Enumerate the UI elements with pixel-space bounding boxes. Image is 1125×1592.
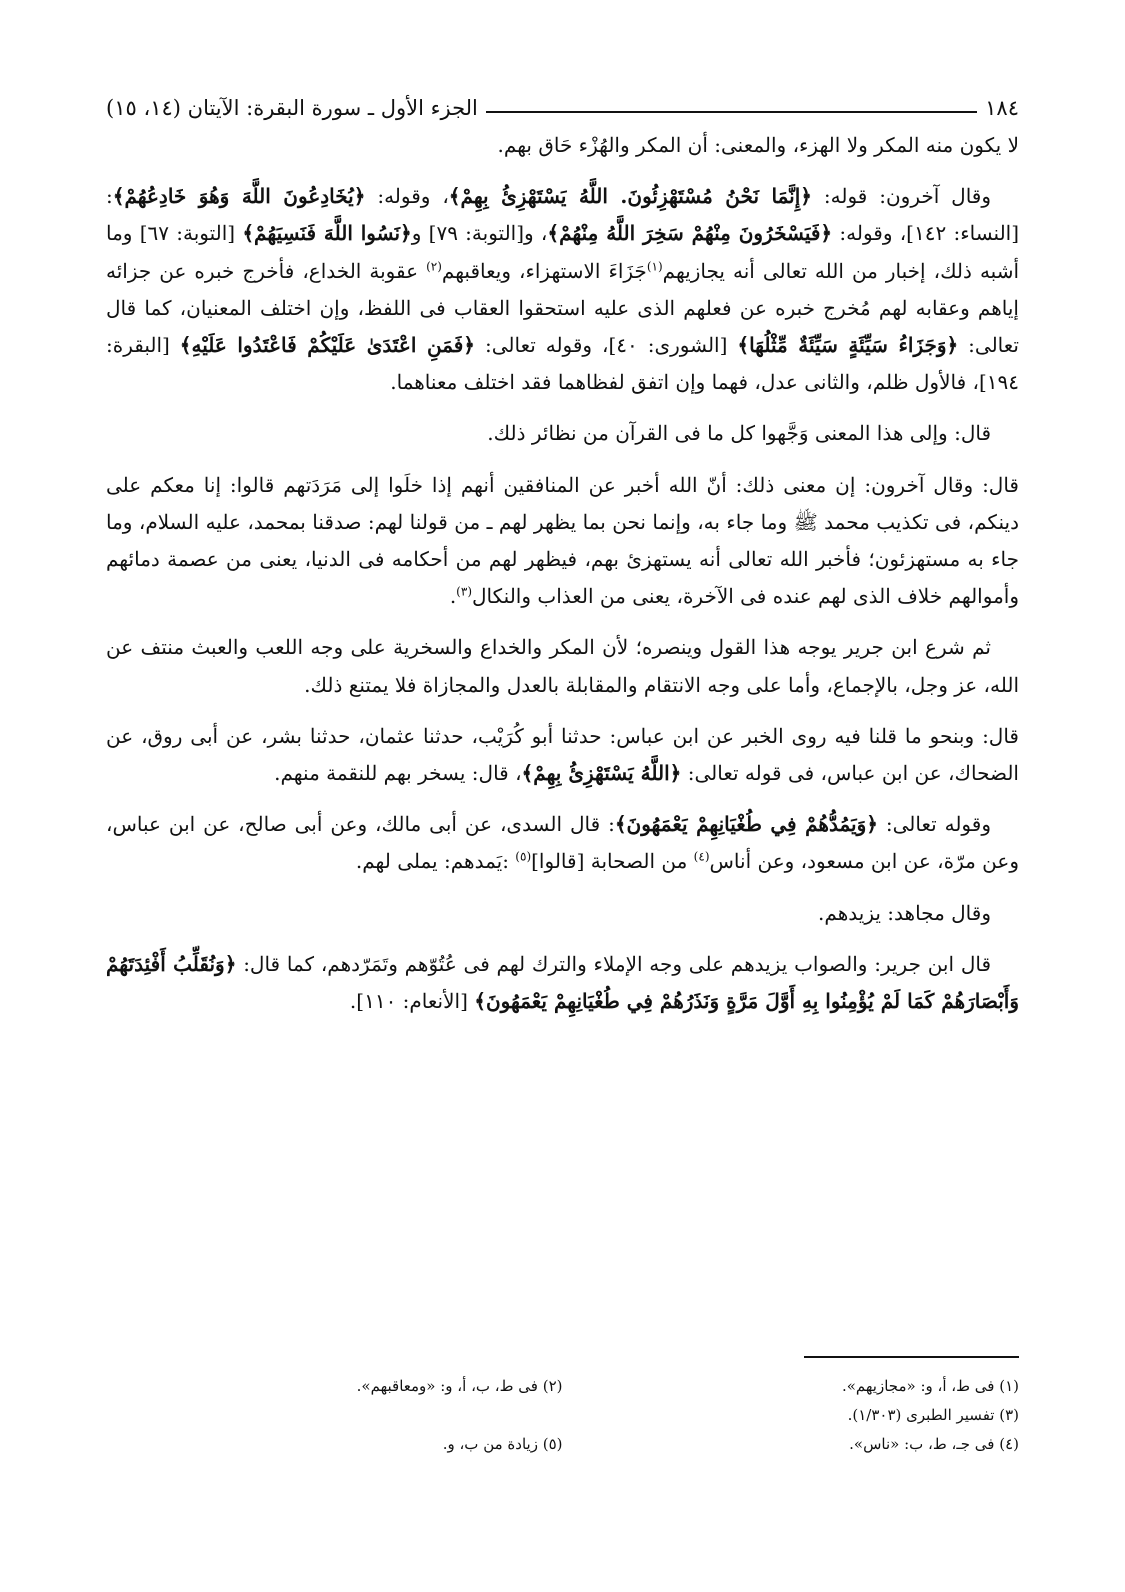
quran-quote: ﴿وَنُقَلِّبُ أَفْئِدَتَهُمْ وَأَبْصَارَهُمْ كَمَا لَمْ يُؤْمِنُوا بِهِ أَوَّلَ مَرَّةٍ وَنَذَرُهُمْ فِي طُغْيَانِهِمْ يَعْمَهُونَ﴾ — [106, 951, 1019, 1014]
text-run: : [النساء: ١٤٢]، وقوله: — [106, 184, 1020, 246]
text-run: لا يكون منه المكر ولا الهزء، والمعنى: أن المكر والهُزْء حَاق بهم. — [497, 133, 1019, 157]
text-run: من الصحابة [قالوا] — [531, 849, 694, 874]
text-run: ، و[التوبة: ٧٩] و — [411, 221, 548, 246]
text-run: [التوبة: ٦٧] وما أشبه ذلك، إخبار من الله تعالى أنه يجازيهم — [106, 221, 1020, 283]
text-run: قال: وقال آخرون: إن معنى ذلك: أنّ الله أخبر عن المنافقين أنهم إذا خلَوا إلى مَرَدَتهم قالوا: إنا معكم على دينكم، فى تكذيب محمد ﷺ وما جاء به، وإنما نحن بما يظهر لهم ـ من قولنا لهم: صدقنا بمحمد، عليه السلام، وما جاء به مستهزئون؛ فأخبر الله تعالى أنه يستهزئ بهم، فيظهر لهم من أحكامه فى الدنيا، يعنى من عصمة دمائهم وأموالهم خلاف الذى لهم عنده فى الآخرة، يعنى من العذاب والنكال — [106, 472, 1019, 609]
footnote-item: (١) فى ط، أ، و: «مجازيهم». — [841, 1377, 1019, 1395]
text-run: . — [449, 584, 457, 609]
paragraph — [106, 895, 1019, 932]
footnote-item: (٣) تفسير الطبرى (١/٣٠٣). — [847, 1406, 1019, 1424]
quran-quote: ﴿إِنَّمَا نَحْنُ مُسْتَهْزِئُونَ. اللَّهُ يَسْتَهْزِئُ بِهِمْ﴾ — [448, 184, 813, 209]
quran-quote: ﴿وَجَزَاءُ سَيِّئَةٍ سَيِّئَةٌ مِّثْلُهَا﴾ — [737, 333, 959, 358]
footnote-row — [106, 1401, 1019, 1430]
text-run: قال ابن جرير: والصواب يزيدهم على وجه الإملاء والترك لهم فى عُتُوّهم وتَمَرّدهم، كما قال: — [236, 951, 991, 976]
header-title: الجزء الأول ـ سورة البقرة: الآيتان (١٤، ١٥) — [106, 96, 478, 120]
footnote-marker: (١) — [646, 258, 663, 273]
footnote-row — [106, 1372, 1019, 1401]
paragraph — [106, 178, 1019, 401]
paragraph — [106, 467, 1019, 616]
footnote-rule — [804, 1356, 1019, 1358]
paragraph — [106, 127, 1019, 164]
text-run: وقوله تعالى: — [877, 812, 991, 837]
footnote-item: (٢) فى ط، ب، أ، و: «ومعاقبهم». — [356, 1377, 563, 1395]
footnote-item: (٥) زيادة من ب، و. — [442, 1435, 563, 1453]
paragraph — [106, 718, 1019, 792]
text-run: وقال آخرون: قوله: — [812, 184, 992, 209]
main-text — [106, 127, 1019, 1020]
page-number: ١٨٤ — [985, 96, 1019, 120]
running-header — [106, 86, 1019, 120]
paragraph — [106, 629, 1019, 703]
paragraph — [106, 806, 1019, 880]
text-run: [الأنعام: ١١٠]. — [349, 989, 475, 1014]
text-run: :يَمدهم: يملى لهم. — [355, 849, 516, 874]
paragraph — [106, 946, 1019, 1020]
text-run: قال: وبنحو ما قلنا فيه روى الخبر عن ابن عباس: حدثنا أبو كُرَيْب، حدثنا عثمان، حدثنا بشر، عن أبى روق، عن الضحاك، عن ابن عباس، فى قوله تعالى: — [106, 723, 1019, 786]
text-run: عقوبة الخداع، فأخرج خبره عن جزائه إياهم وعقابه لهم مُخرج خبره عن فعلهم الذى عليه استحقوا العقاب فى اللفظ، وإن اختلف المعنيان، كما قال تعالى: — [106, 258, 1019, 358]
footnote-marker: (٢) — [426, 258, 442, 273]
quran-quote: ﴿اللَّهُ يَسْتَهْزِئُ بِهِمْ﴾ — [521, 761, 682, 786]
quran-quote: ﴿يُخَادِعُونَ اللَّهَ وَهُوَ خَادِعُهُمْ﴾ — [112, 184, 366, 209]
quran-quote: ﴿وَيَمُدُّهُمْ فِي طُغْيَانِهِمْ يَعْمَهُونَ﴾ — [614, 812, 878, 837]
footnote-row — [106, 1430, 1019, 1459]
text-run: قال: وإلى هذا المعنى وَجَّهوا كل ما فى القرآن من نظائر ذلك. — [487, 421, 991, 446]
footnote-marker: (٣) — [456, 584, 472, 599]
header-rule — [486, 111, 977, 113]
quran-quote: ﴿فَيَسْخَرُونَ مِنْهُمْ سَخِرَ اللَّهُ مِنْهُمْ﴾ — [547, 221, 833, 246]
footnote-item — [106, 1401, 563, 1430]
text-run: ، قال: يسخر بهم للنقمة منهم. — [274, 761, 522, 786]
footnote-item: (٤) فى جـ، ط، ب: «ناس». — [849, 1435, 1019, 1453]
text-run: ، وقوله: — [365, 184, 449, 209]
quran-quote: ﴿فَمَنِ اعْتَدَىٰ عَلَيْكُمْ فَاعْتَدُوا عَلَيْهِ﴾ — [179, 333, 476, 358]
quran-quote: ﴿نَسُوا اللَّهَ فَنَسِيَهُمْ﴾ — [242, 221, 412, 246]
text-run: [البقرة: ١٩٤]، فالأول ظلم، والثانى عدل، فهما وإن اتفق لفظاهما فقد اختلف معناهما. — [106, 333, 1019, 395]
text-run: ثم شرع ابن جرير يوجه هذا القول وينصره؛ لأن المكر والخداع والسخرية على وجه اللعب والعبث منتف عن الله، عز وجل، بالإجماع، وأما على وجه الانتقام والمقابلة بالعدل والمجازاة فلا يمتنع ذلك. — [106, 635, 1019, 697]
text-run: وقال مجاهد: يزيدهم. — [818, 900, 991, 925]
text-run: : قال السدى، عن أبى مالك، وعن أبى صالح، عن ابن عباس، وعن مرّة، عن ابن مسعود، وعن أناس — [106, 812, 1019, 874]
paragraph — [106, 415, 1019, 452]
text-run: [الشورى: ٤٠]، وقوله تعالى: — [475, 333, 738, 358]
footnote-marker: (٥) — [515, 849, 532, 864]
footnotes — [106, 1372, 1019, 1459]
footnote-marker: (٤) — [693, 849, 710, 864]
text-run: جَزَاءَ الاستهزاء، ويعاقبهم — [441, 258, 647, 283]
